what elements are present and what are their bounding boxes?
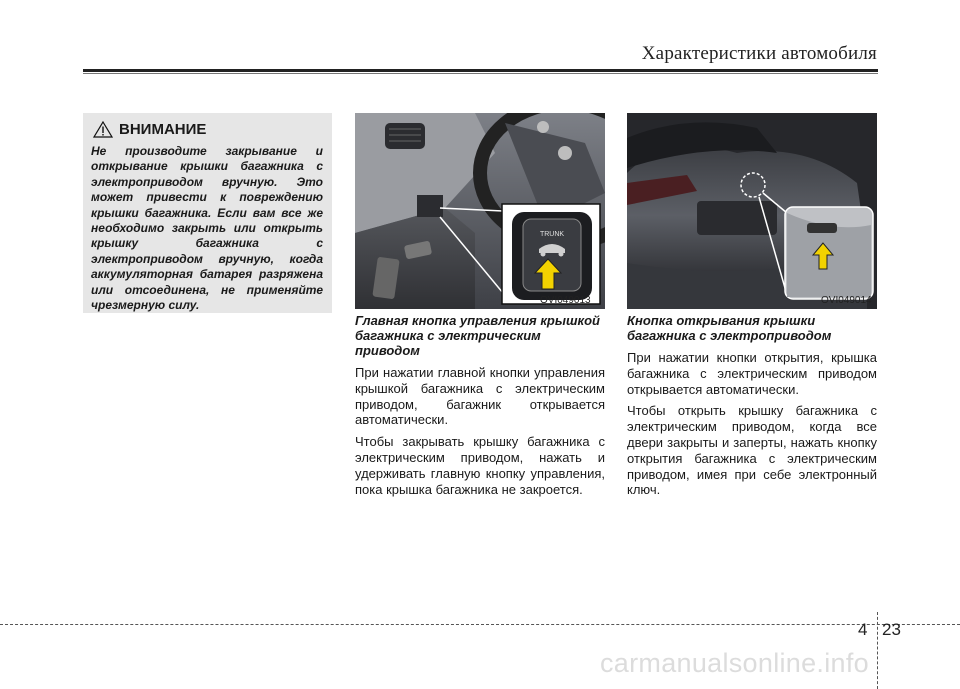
paragraph: При нажатии кнопки открытия, крышка багажника с электрическим приводом открывается автоматически. [627,350,877,397]
warning-triangle-icon [93,121,113,138]
figure-code: OVI049014 [821,295,872,306]
warning-header [93,121,206,138]
page-header-title: Характеристики автомобиля [641,43,877,64]
paragraph: Чтобы открыть крышку багажника с электрическим приводом, когда все двери закрыты и заперты, нажать кнопку открытия багажника с электрическим приводом, имея при себе электронный ключ. [627,403,877,498]
chapter-number: 4 [858,620,868,639]
paragraph: При нажатии главной кнопки управления крышкой багажника с электрическим приводом, багажник открывается автоматически. [355,365,605,428]
figure-trunk-open-button [627,113,877,309]
figure-code: OVI049013 [540,295,591,306]
interior-illustration [355,113,605,309]
rear-illustration [627,113,877,309]
right-column [627,313,877,504]
figure-caption: Главная кнопка управления крышкой багажника с электрическим приводом [355,313,600,358]
footer-vertical-dashed-line [877,612,878,689]
figure-caption: Кнопка открывания крышки багажника с электроприводом [627,313,832,343]
footer-dashed-line [0,624,960,625]
page-number: 23 [882,620,901,639]
warning-box [83,113,332,313]
figure-interior-trunk-button [355,113,605,309]
header-rule [83,69,878,72]
watermark: carmanualsonline.info [600,648,869,678]
header-rule-thin [83,73,878,74]
warning-title: ВНИМАНИЕ [119,121,207,138]
left-column [355,313,605,503]
trunk-button-label: TRUNK [539,231,565,238]
warning-text: Не производите закрывание и открывание крышки багажника с электроприводом вручную. Это может привести к повреждению крышки багажника. Если вам все же необходимо закрыть или открыть крышку багажника с электроприводом вручную, когда аккумуляторная батарея разряжена или отсоединена, не применяйте чрезмерную силу. [91,144,323,313]
paragraph: Чтобы закрывать крышку багажника с электрическим приводом, нажать и удерживать главную кнопку управления, пока крышка багажника не закроется. [355,434,605,497]
